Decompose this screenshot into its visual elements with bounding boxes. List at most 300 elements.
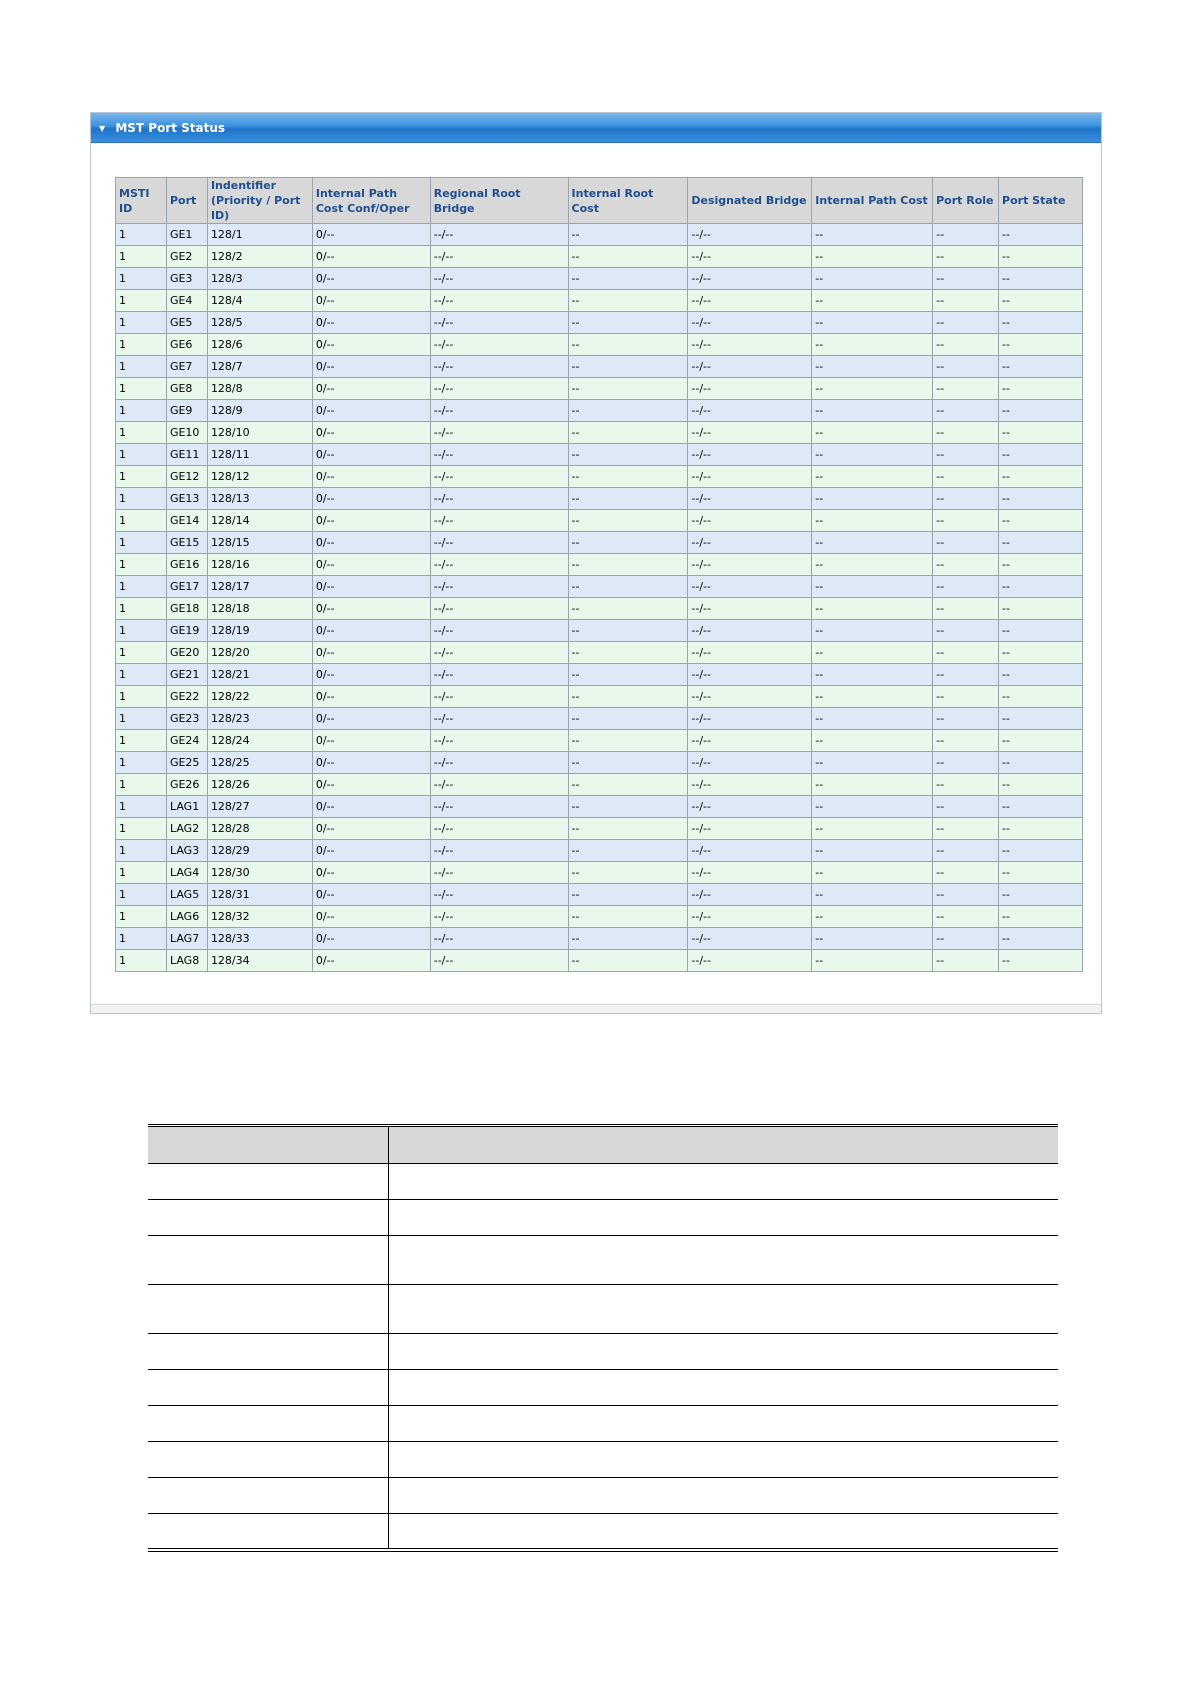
- table-cell: --: [568, 268, 688, 290]
- table-row: [116, 312, 1083, 334]
- table-cell: --: [812, 400, 933, 422]
- table-cell: GE8: [166, 378, 207, 400]
- table-cell: --: [999, 510, 1083, 532]
- table-cell: --: [568, 378, 688, 400]
- table-cell: 0/--: [312, 554, 430, 576]
- table-row: [116, 708, 1083, 730]
- panel-header[interactable]: [91, 113, 1101, 143]
- table-cell: --: [568, 488, 688, 510]
- table-cell: --: [568, 356, 688, 378]
- table-cell: --: [568, 246, 688, 268]
- table-cell: --: [933, 862, 999, 884]
- table-row: [116, 840, 1083, 862]
- table-cell: --: [999, 950, 1083, 972]
- table-row: [116, 268, 1083, 290]
- table-cell: 0/--: [312, 708, 430, 730]
- table-cell: 0/--: [312, 642, 430, 664]
- table-cell: --: [999, 928, 1083, 950]
- table-cell: GE2: [166, 246, 207, 268]
- table-cell: LAG2: [166, 818, 207, 840]
- table-cell: --: [999, 554, 1083, 576]
- table-cell: 0/--: [312, 774, 430, 796]
- table-row: [116, 862, 1083, 884]
- table-cell: LAG4: [166, 862, 207, 884]
- table-cell: --: [999, 400, 1083, 422]
- table-cell: --/--: [688, 686, 812, 708]
- table-cell: 0/--: [312, 686, 430, 708]
- panel-title: MST Port Status: [115, 121, 226, 135]
- column-header: Port: [166, 178, 207, 224]
- table-cell: --: [999, 862, 1083, 884]
- table-cell: 0/--: [312, 510, 430, 532]
- table-row: [116, 444, 1083, 466]
- table-cell: 128/6: [207, 334, 312, 356]
- table-cell: --: [812, 246, 933, 268]
- table-cell: --: [812, 686, 933, 708]
- table-cell: --/--: [430, 818, 568, 840]
- table-row: [116, 884, 1083, 906]
- table-cell: --: [933, 290, 999, 312]
- table-cell: 128/9: [207, 400, 312, 422]
- description-row: [148, 1514, 1058, 1550]
- table-cell: --: [933, 422, 999, 444]
- table-cell: GE26: [166, 774, 207, 796]
- table-cell: 1: [116, 378, 167, 400]
- table-row: [116, 356, 1083, 378]
- table-cell: --/--: [430, 708, 568, 730]
- table-cell: 128/17: [207, 576, 312, 598]
- table-cell: --: [568, 532, 688, 554]
- table-row: [116, 598, 1083, 620]
- table-cell: --/--: [688, 356, 812, 378]
- table-cell: --: [933, 532, 999, 554]
- table-row: [116, 378, 1083, 400]
- table-cell: 1: [116, 246, 167, 268]
- table-cell: --: [999, 246, 1083, 268]
- column-header: Designated Bridge: [688, 178, 812, 224]
- table-cell: 128/2: [207, 246, 312, 268]
- table-cell: 1: [116, 576, 167, 598]
- table-row: [116, 488, 1083, 510]
- table-cell: --: [933, 444, 999, 466]
- table-cell: 0/--: [312, 422, 430, 444]
- table-cell: --: [568, 752, 688, 774]
- table-cell: --/--: [688, 928, 812, 950]
- table-cell: --: [933, 334, 999, 356]
- table-cell: 128/11: [207, 444, 312, 466]
- table-cell: --: [812, 884, 933, 906]
- table-cell: --/--: [688, 774, 812, 796]
- table-cell: --/--: [430, 774, 568, 796]
- table-cell: GE17: [166, 576, 207, 598]
- table-cell: --: [812, 510, 933, 532]
- table-cell: --: [999, 774, 1083, 796]
- table-cell: 0/--: [312, 818, 430, 840]
- table-cell: --: [933, 312, 999, 334]
- table-cell: 0/--: [312, 224, 430, 246]
- table-cell: --/--: [688, 884, 812, 906]
- table-cell: 0/--: [312, 532, 430, 554]
- table-cell: --: [933, 224, 999, 246]
- table-cell: --: [933, 554, 999, 576]
- table-row: [116, 686, 1083, 708]
- table-cell: 128/10: [207, 422, 312, 444]
- table-cell: --/--: [688, 224, 812, 246]
- table-row: [116, 554, 1083, 576]
- table-cell: --: [812, 268, 933, 290]
- table-cell: 1: [116, 686, 167, 708]
- table-cell: --/--: [688, 576, 812, 598]
- table-cell: --/--: [430, 356, 568, 378]
- table-cell: 0/--: [312, 444, 430, 466]
- table-cell: 0/--: [312, 796, 430, 818]
- table-cell: 128/18: [207, 598, 312, 620]
- table-cell: 1: [116, 642, 167, 664]
- table-cell: 0/--: [312, 246, 430, 268]
- table-cell: --: [568, 510, 688, 532]
- table-cell: --: [933, 488, 999, 510]
- table-cell: --: [812, 818, 933, 840]
- table-cell: --/--: [430, 378, 568, 400]
- table-cell: 1: [116, 906, 167, 928]
- table-cell: --: [812, 840, 933, 862]
- table-cell: GE6: [166, 334, 207, 356]
- table-cell: --/--: [430, 598, 568, 620]
- table-cell: --: [568, 928, 688, 950]
- table-cell: --/--: [688, 730, 812, 752]
- table-cell: 128/20: [207, 642, 312, 664]
- table-row: [116, 290, 1083, 312]
- table-cell: --: [999, 334, 1083, 356]
- table-cell: 128/21: [207, 664, 312, 686]
- table-cell: 128/34: [207, 950, 312, 972]
- description-row: [148, 1334, 1058, 1370]
- table-cell: --/--: [430, 422, 568, 444]
- table-cell: --: [812, 620, 933, 642]
- table-cell: 128/7: [207, 356, 312, 378]
- table-cell: --/--: [430, 444, 568, 466]
- table-cell: --/--: [430, 884, 568, 906]
- table-cell: --: [568, 290, 688, 312]
- table-cell: --: [812, 334, 933, 356]
- table-row: [116, 950, 1083, 972]
- table-cell: --/--: [688, 752, 812, 774]
- table-cell: --: [999, 356, 1083, 378]
- table-cell: --: [812, 576, 933, 598]
- mst-port-status-panel: [90, 112, 1102, 1014]
- table-cell: LAG6: [166, 906, 207, 928]
- table-cell: 1: [116, 334, 167, 356]
- table-cell: --: [568, 576, 688, 598]
- table-row: [116, 576, 1083, 598]
- table-cell: --: [933, 906, 999, 928]
- table-cell: --: [568, 554, 688, 576]
- table-cell: --: [933, 620, 999, 642]
- table-cell: --: [812, 642, 933, 664]
- table-cell: --: [999, 686, 1083, 708]
- table-cell: --: [812, 224, 933, 246]
- table-cell: --: [999, 840, 1083, 862]
- table-cell: --: [568, 708, 688, 730]
- table-cell: --: [812, 356, 933, 378]
- table-cell: --/--: [688, 466, 812, 488]
- table-cell: 0/--: [312, 598, 430, 620]
- table-cell: 1: [116, 290, 167, 312]
- table-cell: 128/8: [207, 378, 312, 400]
- column-header: MSTI ID: [116, 178, 167, 224]
- table-cell: --: [568, 334, 688, 356]
- table-cell: 128/15: [207, 532, 312, 554]
- table-cell: 1: [116, 840, 167, 862]
- table-cell: --: [999, 488, 1083, 510]
- table-cell: --: [999, 620, 1083, 642]
- table-cell: --/--: [430, 466, 568, 488]
- table-row: [116, 620, 1083, 642]
- description-row: [148, 1478, 1058, 1514]
- table-cell: --/--: [430, 664, 568, 686]
- table-cell: --: [568, 620, 688, 642]
- table-cell: LAG3: [166, 840, 207, 862]
- table-cell: 1: [116, 466, 167, 488]
- table-row: [116, 752, 1083, 774]
- column-header: Internal Root Cost: [568, 178, 688, 224]
- description-row: [148, 1370, 1058, 1406]
- table-cell: 128/32: [207, 906, 312, 928]
- table-cell: --: [812, 444, 933, 466]
- column-header: Indentifier (Priority / Port ID): [207, 178, 312, 224]
- table-cell: LAG7: [166, 928, 207, 950]
- table-row: [116, 664, 1083, 686]
- table-cell: GE12: [166, 466, 207, 488]
- table-cell: --: [999, 818, 1083, 840]
- table-cell: 128/14: [207, 510, 312, 532]
- table-cell: GE20: [166, 642, 207, 664]
- table-cell: --: [999, 576, 1083, 598]
- table-cell: 128/19: [207, 620, 312, 642]
- triangle-down-icon[interactable]: ▼: [99, 123, 106, 133]
- table-cell: 128/30: [207, 862, 312, 884]
- table-cell: 1: [116, 620, 167, 642]
- table-cell: --: [812, 730, 933, 752]
- table-cell: --/--: [688, 312, 812, 334]
- table-cell: 128/12: [207, 466, 312, 488]
- table-cell: --: [933, 400, 999, 422]
- column-header: Internal Path Cost: [812, 178, 933, 224]
- table-row: [116, 796, 1083, 818]
- table-cell: --: [999, 906, 1083, 928]
- table-cell: GE14: [166, 510, 207, 532]
- table-cell: --/--: [688, 906, 812, 928]
- table-cell: --: [568, 664, 688, 686]
- table-cell: --/--: [430, 400, 568, 422]
- table-cell: --: [999, 422, 1083, 444]
- table-cell: --: [999, 224, 1083, 246]
- table-cell: 128/16: [207, 554, 312, 576]
- table-cell: --: [568, 466, 688, 488]
- table-cell: --: [568, 730, 688, 752]
- table-cell: 1: [116, 356, 167, 378]
- table-cell: --/--: [430, 642, 568, 664]
- description-row: [148, 1442, 1058, 1478]
- table-cell: --/--: [688, 840, 812, 862]
- description-header-row: [148, 1126, 1058, 1164]
- table-cell: --: [933, 796, 999, 818]
- table-cell: GE16: [166, 554, 207, 576]
- table-row: [116, 642, 1083, 664]
- table-cell: GE11: [166, 444, 207, 466]
- mst-port-status-table: [115, 177, 1083, 972]
- table-cell: 1: [116, 862, 167, 884]
- table-cell: --: [933, 356, 999, 378]
- table-cell: --/--: [430, 796, 568, 818]
- table-row: [116, 532, 1083, 554]
- table-cell: --/--: [430, 686, 568, 708]
- table-cell: --: [568, 642, 688, 664]
- table-cell: GE10: [166, 422, 207, 444]
- table-cell: 0/--: [312, 840, 430, 862]
- table-body: [116, 224, 1083, 972]
- table-cell: 1: [116, 510, 167, 532]
- table-cell: --: [999, 752, 1083, 774]
- table-cell: --: [933, 576, 999, 598]
- table-cell: --/--: [430, 224, 568, 246]
- table-cell: 128/28: [207, 818, 312, 840]
- table-cell: --/--: [688, 796, 812, 818]
- table-cell: --/--: [430, 576, 568, 598]
- table-cell: --/--: [430, 312, 568, 334]
- table-cell: --/--: [688, 290, 812, 312]
- table-cell: 1: [116, 532, 167, 554]
- table-cell: --/--: [430, 752, 568, 774]
- table-cell: --: [999, 466, 1083, 488]
- table-cell: --: [933, 268, 999, 290]
- table-cell: --: [812, 752, 933, 774]
- table-cell: 1: [116, 730, 167, 752]
- table-cell: --: [812, 708, 933, 730]
- table-cell: --: [812, 422, 933, 444]
- table-cell: --: [999, 532, 1083, 554]
- table-row: [116, 422, 1083, 444]
- table-cell: 1: [116, 664, 167, 686]
- table-cell: --: [568, 422, 688, 444]
- table-cell: 128/1: [207, 224, 312, 246]
- table-cell: GE13: [166, 488, 207, 510]
- table-cell: LAG8: [166, 950, 207, 972]
- table-cell: --/--: [688, 620, 812, 642]
- table-cell: --/--: [688, 422, 812, 444]
- table-cell: 0/--: [312, 752, 430, 774]
- table-cell: --: [933, 884, 999, 906]
- table-cell: 1: [116, 598, 167, 620]
- table-cell: --: [568, 774, 688, 796]
- table-row: [116, 928, 1083, 950]
- table-cell: --: [812, 796, 933, 818]
- table-cell: --: [933, 598, 999, 620]
- column-header: Internal Path Cost Conf/Oper: [312, 178, 430, 224]
- table-row: [116, 334, 1083, 356]
- table-cell: 0/--: [312, 378, 430, 400]
- table-cell: --: [933, 774, 999, 796]
- table-cell: --: [568, 818, 688, 840]
- table-cell: --: [933, 466, 999, 488]
- table-cell: 0/--: [312, 730, 430, 752]
- table-row: [116, 246, 1083, 268]
- table-cell: 0/--: [312, 334, 430, 356]
- table-cell: 0/--: [312, 312, 430, 334]
- table-cell: GE19: [166, 620, 207, 642]
- table-cell: LAG5: [166, 884, 207, 906]
- table-cell: 1: [116, 928, 167, 950]
- table-cell: --/--: [430, 246, 568, 268]
- table-row: [116, 774, 1083, 796]
- table-cell: 1: [116, 400, 167, 422]
- table-cell: --: [933, 686, 999, 708]
- table-cell: --: [933, 752, 999, 774]
- table-row: [116, 466, 1083, 488]
- table-cell: --: [999, 884, 1083, 906]
- table-cell: 128/27: [207, 796, 312, 818]
- column-header: Port State: [999, 178, 1083, 224]
- table-cell: 0/--: [312, 950, 430, 972]
- table-cell: --: [812, 598, 933, 620]
- table-cell: --/--: [430, 554, 568, 576]
- table-cell: --/--: [688, 488, 812, 510]
- table-cell: --/--: [688, 378, 812, 400]
- table-cell: --/--: [688, 400, 812, 422]
- table-cell: 128/5: [207, 312, 312, 334]
- table-cell: --/--: [430, 532, 568, 554]
- table-cell: 1: [116, 818, 167, 840]
- table-cell: 0/--: [312, 620, 430, 642]
- table-cell: GE1: [166, 224, 207, 246]
- table-cell: --/--: [430, 334, 568, 356]
- table-row: [116, 510, 1083, 532]
- table-cell: --: [812, 774, 933, 796]
- table-cell: --: [568, 862, 688, 884]
- table-cell: GE21: [166, 664, 207, 686]
- description-row: [148, 1236, 1058, 1285]
- table-cell: --/--: [688, 268, 812, 290]
- table-cell: 1: [116, 268, 167, 290]
- table-cell: 128/24: [207, 730, 312, 752]
- table-cell: --/--: [430, 950, 568, 972]
- table-cell: 128/26: [207, 774, 312, 796]
- table-cell: GE7: [166, 356, 207, 378]
- table-cell: 0/--: [312, 268, 430, 290]
- table-cell: 128/33: [207, 928, 312, 950]
- table-cell: 0/--: [312, 488, 430, 510]
- table-cell: 0/--: [312, 862, 430, 884]
- table-cell: LAG1: [166, 796, 207, 818]
- table-cell: --: [812, 554, 933, 576]
- table-cell: GE25: [166, 752, 207, 774]
- table-cell: --/--: [688, 642, 812, 664]
- table-cell: --: [568, 598, 688, 620]
- description-row: [148, 1164, 1058, 1200]
- table-cell: 0/--: [312, 664, 430, 686]
- table-cell: 0/--: [312, 356, 430, 378]
- table-cell: --/--: [430, 510, 568, 532]
- table-cell: --/--: [430, 730, 568, 752]
- table-cell: --: [812, 290, 933, 312]
- table-cell: --/--: [430, 928, 568, 950]
- table-header-row: [116, 178, 1083, 224]
- table-cell: --/--: [688, 246, 812, 268]
- table-row: [116, 400, 1083, 422]
- table-cell: 0/--: [312, 928, 430, 950]
- table-cell: --: [999, 708, 1083, 730]
- table-cell: --: [812, 664, 933, 686]
